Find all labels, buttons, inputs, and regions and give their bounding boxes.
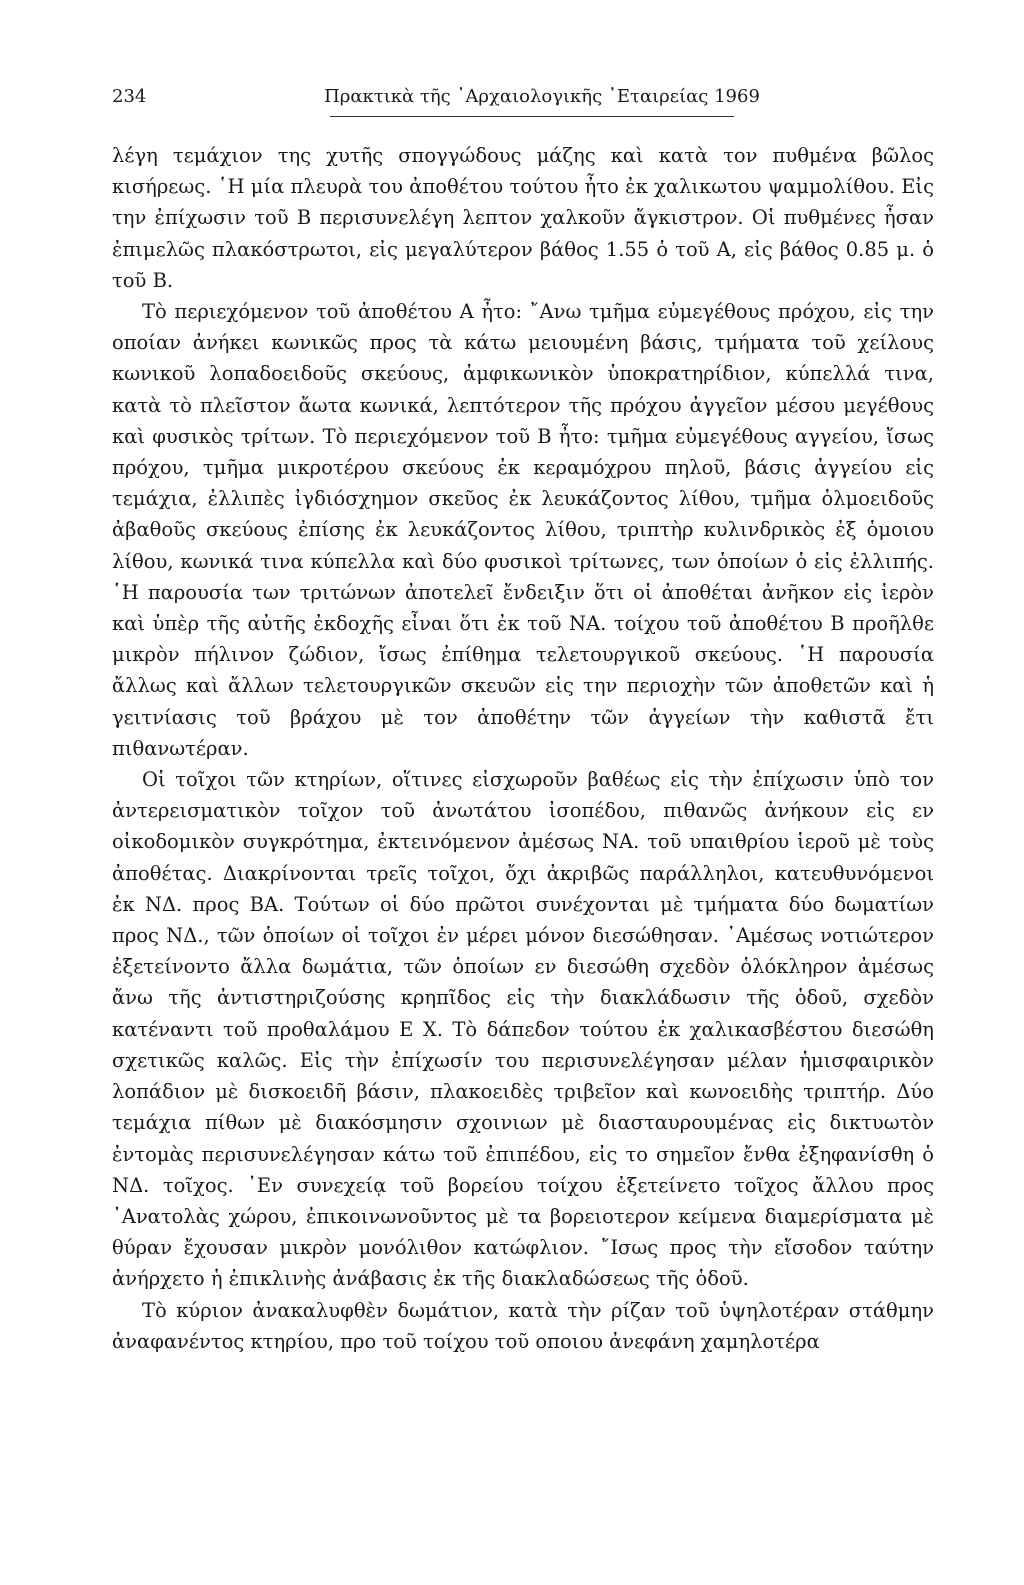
paragraph: Οἱ τοῖχοι τῶν κτηρίων, οἵτινες εἰσχωροῦν βαθέως εἰς τὴν ἐπίχωσιν ὑπὸ τον ἀντερεισματικὸν τοῖχον τοῦ ἀνωτάτου ἰσοπέδου, πιθανῶς ἀνήκουν εἰς εν οἰκοδομικὸν συγκρότημα, ἐκτεινόμενον ἀμέσως ΝΑ. τοῦ υπαιθρίου ἱεροῦ μὲ τοὺς ἀποθέτας. Διακρίνονται τρεῖς τοῖχοι, ὄχι ἀκριβῶς παράλληλοι, κατευθυνόμενοι ἐκ ΝΔ. προς ΒΑ. Τούτων οἱ δύο πρῶτοι συνέχονται μὲ τμήματα δύο δωματίων προς ΝΔ., τῶν ὁποίων οἱ τοῖχοι ἐν μέρει μόνον διεσώθησαν. ᾿Αμέσως νοτιώτερον ἐξετείνοντο ἄλλα δωμάτια, τῶν ὁποίων εν διεσώθη σχεδὸν ὁλόκληρον ἀμέσως ἄνω τῆς ἀντιστηριζούσης κρηπῖδος εἰς τὴν διακλάδωσιν τῆς ὁδοῦ, σχεδὸν κατέναντι τοῦ προθαλάμου Ε Χ. Τὸ δάπεδον τούτου ἐκ χαλικασβέστου διεσώθη σχετικῶς καλῶς. Εἰς τὴν ἐπίχωσίν του περισυνελέγησαν μέλαν ἡμισφαιρικὸν λοπάδιον μὲ δισκοειδῆ βάσιν, πλακοειδὲς τριβεῖον καὶ κωνοειδὴς τριπτήρ. Δύο τεμάχια πίθων μὲ διακόσμησιν σχοινιων μὲ διασταυρουμένας εἰς δικτυωτὸν ἐντομὰς περισυνελέγησαν κάτω τοῦ ἐπιπέδου, εἰς το σημεῖον ἔνθα ἐξηφανίσθη ὁ ΝΔ. τοῖχος. ᾿Εν συνεχείᾳ τοῦ βορείου τοίχου ἐξετείνετο τοῖχος ἄλλου προς ᾿Ανατολὰς χώρου, ἐπικοινωνοῦντος μὲ τα βορειοτερον κείμενα διαμερίσματα μὲ θύραν ἔχουσαν μικρὸν μονόλιθον κατώφλιον. ῎Ισως προς τὴν εἴσοδον ταύτην ἀνήρχετο ἡ ἐπικλινὴς ἀνάβασις ἐκ τῆς διακλαδώσεως τῆς ὁδοῦ. [112,768,934,1291]
body-text [112,140,934,1357]
header-rule [330,116,734,117]
paragraph: Τὸ κύριον ἀνακαλυφθὲν δωμάτιον, κατὰ τὴν ρίζαν τοῦ ὑψηλοτέραν στάθμην ἀναφανέντος κτηρίου, προ τοῦ τοίχου τοῦ οποιου ἀνεφάνη χαμηλοτέρα [112,1298,934,1353]
page-number: 234 [112,86,147,107]
paragraph: λέγη τεμάχιον της χυτῆς σπογγώδους μάζης καὶ κατὰ τον πυθμένα βῶλος κισήρεως. ῾Η μία πλευρὰ του ἀποθέτου τούτου ἦτο ἐκ χαλικωτου ψαμμολίθου. Εἰς την ἐπίχωσιν τοῦ Β περισυνελέγη λεπτον χαλκοῦν ἄγκιστρον. Οἱ πυθμένες ἦσαν ἐπιμελῶς πλακόστρωτοι, εἰς μεγαλύτερον βάθος 1.55 ὁ τοῦ Α, εἰς βάθος 0.85 μ. ὁ τοῦ Β. [112,144,934,292]
journal-title: Πρακτικὰ τῆς ᾿Αρχαιολογικῆς ῾Εταιρείας 1969 [324,86,760,107]
running-head [112,84,912,110]
paragraph: Τὸ περιεχόμενον τοῦ ἀποθέτου Α ἦτο: ῎Ανω τμῆμα εὐμεγέθους πρόχου, εἰς την οποίαν ἀνήκει κωνικῶς προς τὰ κάτω μειουμένη βάσις, τμήματα τοῦ χείλους κωνικοῦ λοπαδοειδοῦς σκεύους, ἀμφικωνικὸν ὑποκρατηρίδιον, κύπελλά τινα, κατὰ τὸ πλεῖστον ἄωτα κωνικά, λεπτότερον τῆς πρόχου ἀγγεῖον μέσου μεγέθους καὶ φυσικὸς τρίτων. Τὸ περιεχόμενον τοῦ Β ἦτο: τμῆμα εὐμεγέθους αγγείου, ἴσως πρόχου, τμῆμα μικροτέρου σκεύους ἐκ κεραμόχρου πηλοῦ, βάσις ἀγγείου εἰς τεμάχια, ἐλλιπὲς ἰγδιόσχημον σκεῦος ἐκ λευκάζοντος λίθου, τμῆμα ὁλμοειδοῦς ἀβαθοῦς σκεύους ἐπίσης ἐκ λευκάζοντος λίθου, τριπτὴρ κυλινδρικὸς ἐξ ὁμοιου λίθου, κωνικά τινα κύπελλα καὶ δύο φυσικοὶ τρίτωνες, των ὁποίων ὁ εἰς ἐλλιπής. ῾Η παρουσία των τριτώνων ἀποτελεῖ ἔνδειξιν ὅτι οἱ ἀποθέται ἀνῆκον εἰς ἱερὸν καὶ ὑπὲρ τῆς αὐτῆς ἐκδοχῆς εἶναι ὅτι ἐκ τοῦ ΝΑ. τοίχου τοῦ ἀποθέτου Β προῆλθε μικρὸν πήλινον ζώδιον, ἴσως ἐπίθημα τελετουργικοῦ σκεύους. ῾Η παρουσία ἄλλως καὶ ἄλλων τελετουργικῶν σκευῶν εἰς την περιοχὴν τῶν ἀποθετῶν καὶ ἡ γειτνίασις τοῦ βράχου μὲ τον ἀποθέτην τῶν ἀγγείων τὴν καθιστᾶ ἔτι πιθανωτέραν. [112,300,934,760]
